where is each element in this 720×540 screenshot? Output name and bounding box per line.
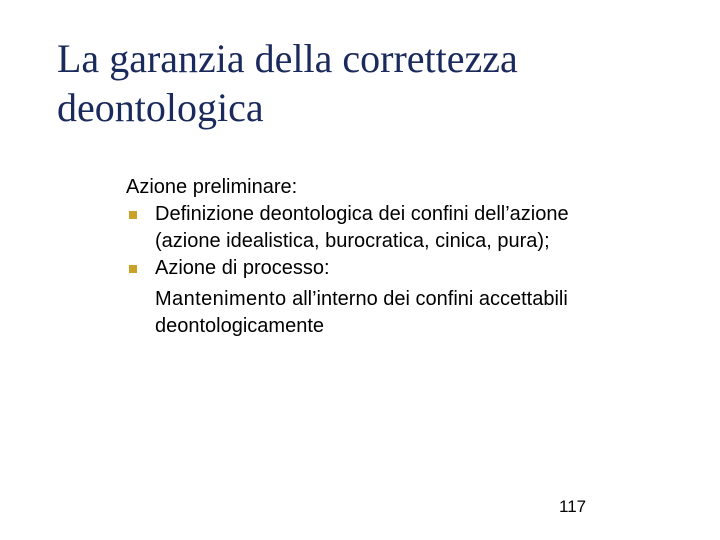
square-bullet-icon <box>129 265 137 273</box>
bullet-continuation <box>155 286 596 340</box>
continuation-text: all’interno dei confini accettabili deontologicamente <box>155 288 568 337</box>
lead-text: Azione preliminare: <box>126 176 298 198</box>
page-number: 117 <box>559 497 587 516</box>
bullet-text: Azione di processo: <box>155 257 330 279</box>
bullet-item <box>126 255 596 340</box>
bullet-text: Definizione deontologica dei confini dell’azione (azione idealistica, burocratica, cinica, pura); <box>155 203 569 252</box>
slide-title: La garanzia della correttezza deontologica <box>57 36 518 130</box>
slide-body <box>126 174 596 340</box>
bullet-item <box>126 201 596 255</box>
square-bullet-icon <box>129 211 137 219</box>
emphasis-word: Mantenimento <box>155 288 287 310</box>
bullet-list <box>126 201 596 340</box>
